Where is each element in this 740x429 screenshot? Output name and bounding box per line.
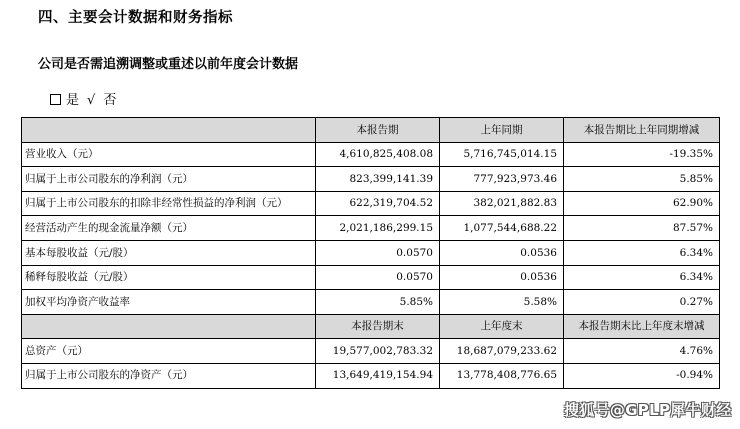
row-label: 营业收入（元） [22,142,316,167]
column-header: 上年同期 [440,118,564,143]
prior-value: 777,923,973.46 [440,167,564,192]
table-row [22,240,720,265]
column-header: 本报告期比上年同期增减 [564,118,720,143]
column-header: 本报告期 [316,118,440,143]
current-value: 823,399,141.39 [316,167,440,192]
current-value: 13,649,419,154.94 [316,363,440,388]
current-value: 0.0570 [316,240,440,265]
change-value: 5.85% [564,167,720,192]
row-label: 归属于上市公司股东的净利润（元） [22,167,316,192]
prior-value: 18,687,079,233.62 [440,339,564,364]
header-blank-cell [22,314,316,339]
current-value: 19,577,002,783.32 [316,339,440,364]
prior-value: 13,778,408,776.65 [440,363,564,388]
table-row [22,167,720,192]
prior-value: 382,021,882.83 [440,191,564,216]
row-label: 加权平均净资产收益率 [22,290,316,315]
header-row [22,314,720,339]
change-value: 62.90% [564,191,720,216]
table-row [22,142,720,167]
row-label: 归属于上市公司股东的净资产（元） [22,363,316,388]
table-row [22,265,720,290]
prior-value: 0.0536 [440,265,564,290]
restatement-choice [50,89,116,108]
change-value: 6.34% [564,240,720,265]
row-label: 经营活动产生的现金流量净额（元） [22,216,316,241]
table-row [22,216,720,241]
current-value: 0.0570 [316,265,440,290]
prior-value: 5,716,745,014.15 [440,142,564,167]
current-value: 5.85% [316,290,440,315]
table-row [22,191,720,216]
table-row [22,363,720,388]
choice-no: 否 [103,93,117,108]
current-value: 622,319,704.52 [316,191,440,216]
prior-value: 1,077,544,688.22 [440,216,564,241]
watermark: 搜狐号@GPLP犀牛财经 [564,401,732,419]
check-mark: √ [87,93,96,108]
subtitle: 公司是否需追溯调整或重述以前年度会计数据 [38,57,299,72]
prior-value: 0.0536 [440,240,564,265]
change-value: -0.94% [564,363,720,388]
row-label: 稀释每股收益（元/股） [22,265,316,290]
row-label: 基本每股收益（元/股） [22,240,316,265]
financial-data-table [21,117,720,389]
table-row [22,339,720,364]
header-blank-cell [22,118,316,143]
column-header: 本报告期末比上年度末增减 [564,314,720,339]
change-value: 4.76% [564,339,720,364]
row-label: 归属于上市公司股东的扣除非经常性损益的净利润（元） [22,191,316,216]
current-value: 2,021,186,299.15 [316,216,440,241]
change-value: 6.34% [564,265,720,290]
row-label: 总资产（元） [22,339,316,364]
prior-value: 5.58% [440,290,564,315]
checkbox-icon [50,94,61,105]
change-value: -19.35% [564,142,720,167]
choice-yes: 是 [66,93,80,108]
change-value: 0.27% [564,290,720,315]
column-header: 本报告期末 [316,314,440,339]
table-body [22,118,720,389]
column-header: 上年度末 [440,314,564,339]
header-row [22,118,720,143]
table-row [22,290,720,315]
change-value: 87.57% [564,216,720,241]
section-title: 四、主要会计数据和财务指标 [38,10,233,26]
current-value: 4,610,825,408.08 [316,142,440,167]
